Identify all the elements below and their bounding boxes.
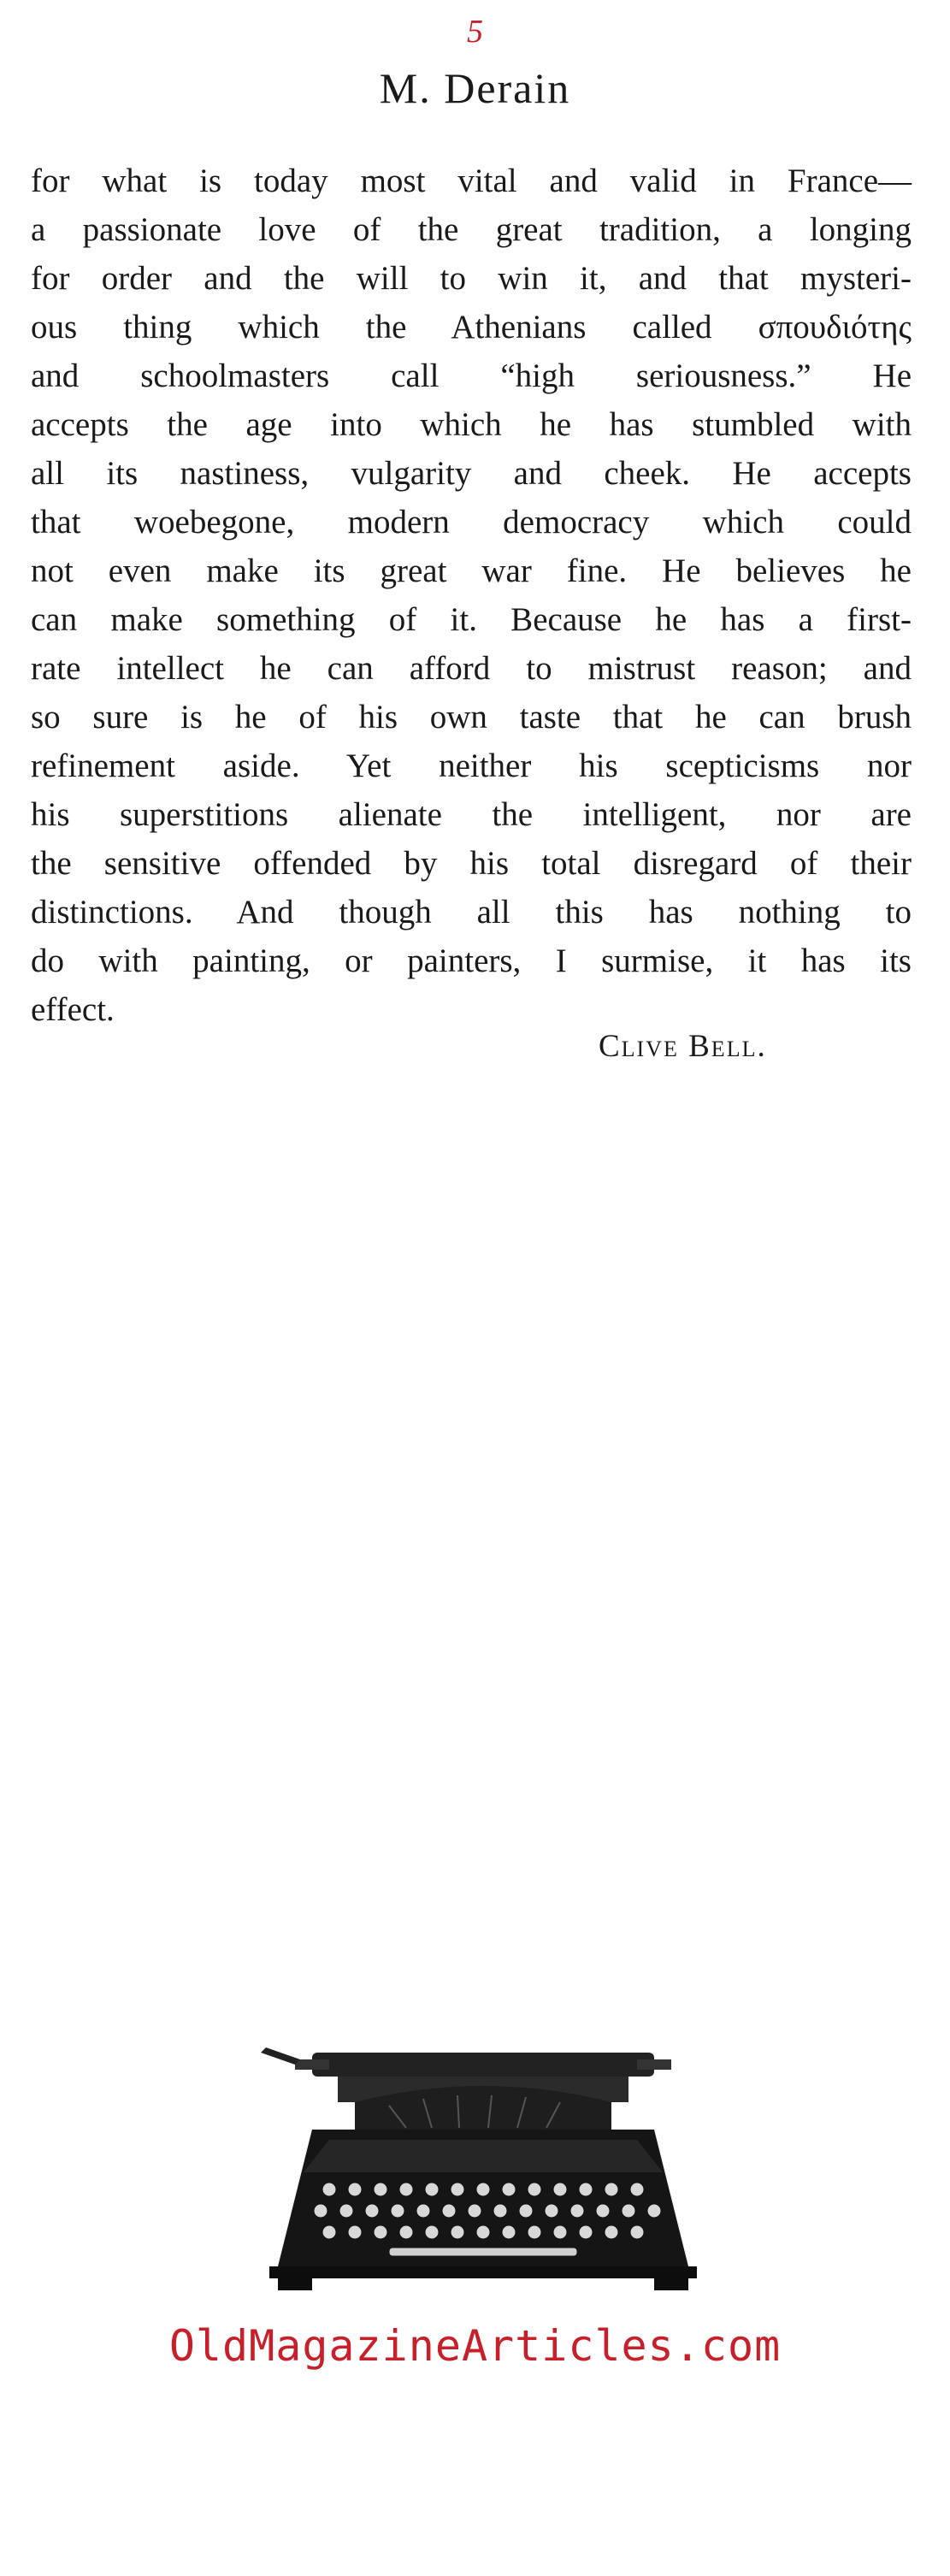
article-line: not even make its great war fine. He believes he — [31, 552, 912, 589]
article-line: so sure is he of his own taste that he can brush — [31, 699, 912, 736]
article-body — [31, 157, 912, 1034]
article-line: and schoolmasters call “high seriousness.” He — [31, 357, 912, 394]
article-line: rate intellect he can afford to mistrust reason; and — [31, 650, 912, 687]
article-line: for what is today most vital and valid in France— — [31, 162, 912, 199]
article-line: that woebegone, modern democracy which could — [31, 504, 912, 541]
article-line: the sensitive offended by his total disregard of their — [31, 845, 912, 882]
article-line: his superstitions alienate the intelligent, nor are — [31, 796, 912, 833]
typewriter-icon — [261, 2044, 705, 2301]
article-line: refinement aside. Yet neither his scepticisms nor — [31, 747, 912, 784]
article-line: all its nastiness, vulgarity and cheek. He accepts — [31, 455, 912, 492]
page-title: M. Derain — [379, 64, 571, 112]
article-line: a passionate love of the great tradition, a longing — [31, 211, 912, 248]
author-signature: Clive Bell. — [599, 1029, 767, 1064]
page-number: 5 — [467, 14, 483, 50]
article-line: do with painting, or painters, I surmise, it has its — [31, 942, 912, 979]
article-line: distinctions. And though all this has nothing to — [31, 894, 912, 931]
article-line: ous thing which the Athenians called σπουδιότης — [31, 309, 912, 346]
article-line: accepts the age into which he has stumbled with — [31, 406, 912, 443]
article-line: can make something of it. Because he has a first- — [31, 601, 912, 638]
footer-site-link[interactable]: OldMagazineArticles.com — [168, 2321, 782, 2371]
article-line: for order and the will to win it, and that mysteri- — [31, 260, 912, 297]
article-line: effect. — [31, 991, 115, 1028]
